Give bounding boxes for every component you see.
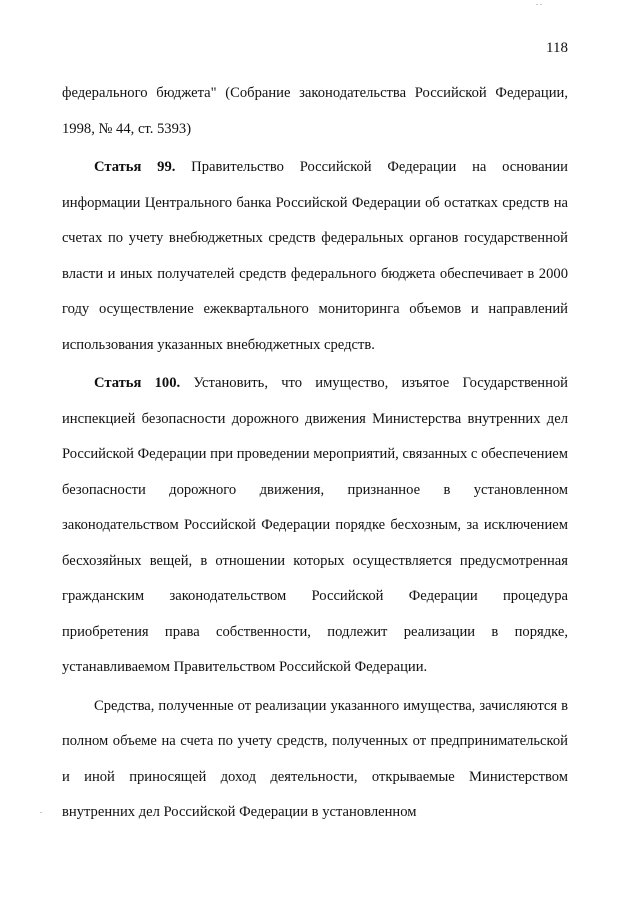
scan-speck — [40, 812, 42, 813]
page-number: 118 — [546, 40, 568, 56]
article-label: Статья 99. — [94, 159, 176, 175]
paragraph-continuation — [62, 76, 568, 147]
article-label: Статья 100. — [94, 375, 181, 391]
document-body — [62, 76, 568, 831]
paragraph-funds — [62, 689, 568, 831]
paragraph-text: Средства, полученные от реализации указанного имущества, зачисляются в полном объеме на счета по учету средств, полученных от предпринимательской и иной приносящей доход деятельности, открываемые Министерством внутренних дел Российской Федерации в установленном — [62, 697, 568, 820]
paragraph-article-100 — [62, 366, 568, 686]
paragraph-text: Правительство Российской Федерации на основании информации Центрального банка Российской Федерации об остатках средств на счетах по учету внебюджетных средств федеральных органов государственной власти и иных получателей средств федерального бюджета обеспечивает в 2000 году осуществление ежеквартального мониторинга объемов и направлений использования указанных внебюджетных средств. — [62, 159, 568, 353]
scan-speck — [536, 4, 538, 5]
paragraph-text: федерального бюджета" (Собрание законодательства Российской Федерации, 1998, № 44, ст. 5393) — [62, 85, 568, 137]
scan-speck — [540, 4, 542, 5]
paragraph-article-99 — [62, 150, 568, 363]
paragraph-text: Установить, что имущество, изъятое Государственной инспекцией безопасности дорожного движения Министерства внутренних дел Российской Федерации при проведении мероприятий, связанных с обеспечением безопасности дорожного движения, признанное в установленном законодательством Российской Федерации порядке бесхозным, за исключением бесхозяйных вещей, в отношении которых осуществляется предусмотренная гражданским законодательством Российской Федерации процедура приобретения права собственности, подлежит реализации в порядке, устанавливаемом Правительством Российской Федерации. — [62, 375, 568, 675]
